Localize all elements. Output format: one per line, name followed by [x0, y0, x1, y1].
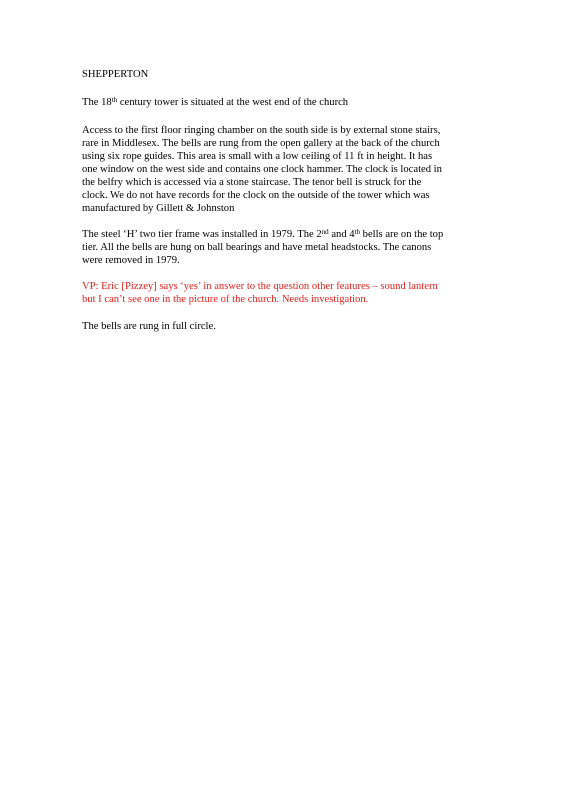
paragraph-full-circle	[82, 320, 502, 333]
paragraph-line: clock. We do not have records for the clock on the outside of the tower which was	[82, 190, 430, 201]
paragraph-line: The bells are rung in full circle.	[82, 321, 216, 332]
paragraph-line: Access to the first floor ringing chamber on the south side is by external stone stairs,	[82, 125, 441, 136]
paragraph-line: manufactured by Gillett & Johnston	[82, 203, 235, 214]
superscript: th	[111, 96, 118, 104]
paragraph-line: were removed in 1979.	[82, 255, 180, 266]
heading-text: SHEPPERTON	[82, 69, 149, 80]
paragraph-ringing-chamber	[82, 124, 502, 215]
document-heading	[82, 68, 502, 81]
text-run: century tower is situated at the west end of the church	[117, 97, 349, 108]
text-run: bells are on the top	[360, 229, 444, 240]
paragraph-line: tier. All the bells are hung on ball bearings and have metal headstocks. The canons	[82, 242, 432, 253]
text-run: and 4	[328, 229, 355, 240]
paragraph-tower-location	[82, 96, 502, 109]
paragraph-line	[82, 96, 502, 109]
paragraph-bell-frame	[82, 228, 502, 267]
paragraph-line: VP: Eric [Pizzey] says ‘yes’ in answer to the question other features – sound lantern	[82, 281, 438, 292]
paragraph-vp-note	[82, 280, 502, 306]
paragraph-line: but I can’t see one in the picture of the church. Needs investigation.	[82, 294, 369, 305]
superscript: nd	[321, 228, 329, 236]
superscript: th	[354, 228, 361, 236]
paragraph-line	[82, 228, 502, 241]
text-run: The 18	[82, 97, 112, 108]
paragraph-line: using six rope guides. This area is small with a low ceiling of 11 ft in height. It has	[82, 151, 433, 162]
paragraph-line: rare in Middlesex. The bells are rung from the open gallery at the back of the church	[82, 138, 440, 149]
text-run: The steel ‘H’ two tier frame was installed in 1979. The 2	[82, 229, 322, 240]
paragraph-line: the belfry which is accessed via a stone staircase. The tenor bell is struck for the	[82, 177, 422, 188]
paragraph-line: one window on the west side and contains one clock hammer. The clock is located in	[82, 164, 442, 175]
